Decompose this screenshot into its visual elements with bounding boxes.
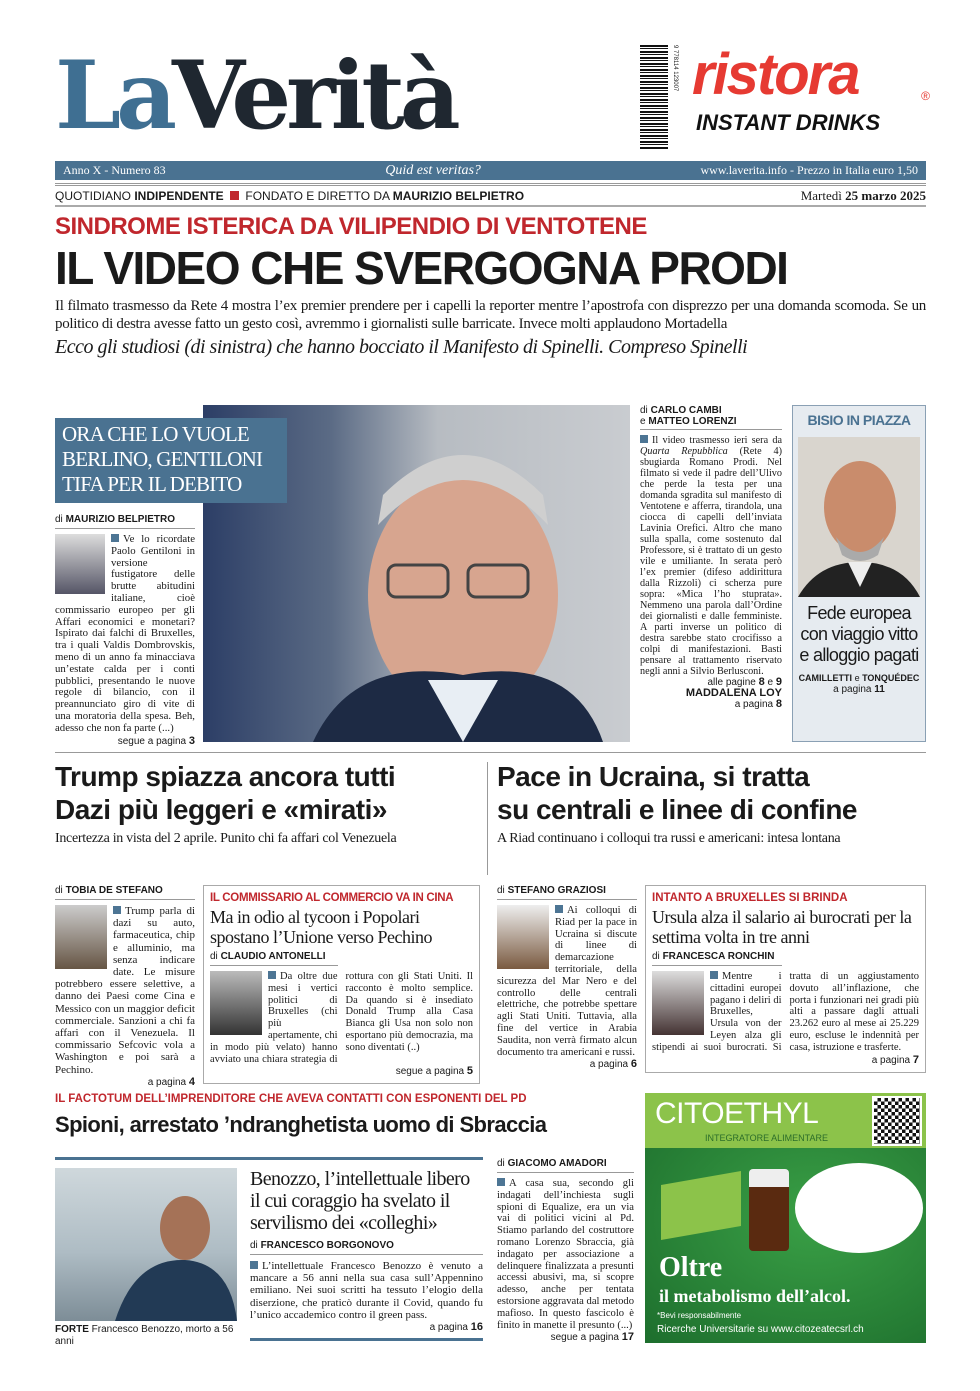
- barcode: [640, 45, 668, 150]
- continue-link[interactable]: a pagina 4: [147, 1075, 195, 1088]
- red-square: [230, 191, 239, 200]
- logo-la: La: [55, 41, 173, 151]
- bullet-icon: [111, 534, 119, 542]
- barcode-digits: 9 778114 123007: [672, 45, 678, 92]
- lead-headline[interactable]: IL VIDEO CHE SVERGOGNA PRODI: [55, 242, 788, 294]
- benozzo-headline[interactable]: Benozzo, l’intellettuale libero il cui coraggio ha svelato il servilismo dei «colleghi»: [250, 1168, 470, 1234]
- continue-link[interactable]: a pagina 16: [429, 1321, 483, 1334]
- issue-number: Anno X - Numero 83: [63, 163, 166, 177]
- editorial-overlay[interactable]: ORA CHE LO VUOLE BERLINO, GENTILONI TIFA PER IL DEBITO: [55, 418, 287, 503]
- spioni-headline[interactable]: Spioni, arrestato ’ndranghetista uomo di Sbraccia: [55, 1112, 547, 1137]
- spioni-article: di GIACOMO AMADORI A casa sua, secondo gli indagati dell’inchiesta sugli spioni di Equalize, era un via vai di politici vicini al Pd. Stiamo parlando del costruttore romano Lorenzo Sbraccia, già indagato per associazione a delinquere finalizzata a presunti accessi abusivi, ma, si scopre adesso, anche per tentata estorsione aggravata dal metodo mafioso. In questo fascicolo è finito in manette il presunto (...) segue a pagina 17: [497, 1158, 634, 1344]
- trump-sub: Incertezza in vista del 2 aprile. Punito chi fa affari col Venezuela: [55, 831, 397, 846]
- qr-code[interactable]: [872, 1096, 922, 1146]
- ristora-ad[interactable]: ristora ® INSTANT DRINKS: [692, 42, 930, 135]
- spioni-kicker: IL FACTOTUM DELL’IMPRENDITORE CHE AVEVA CONTATTI CON ESPONENTI DEL PD: [55, 1093, 527, 1105]
- editorial-article: di MAURIZIO BELPIETRO Ve lo ricordate Paolo Gentiloni in versione fustigatore delle brutte abitudini italiane, cioè commissario europeo per gli Affari economici e monetari? Ispirato dai falchi di Bruxelles, tra i quali Valdis Dombrovskis, meno di un anno fa minacciava un’estate calda per i conti pubblici, presentando le nuove regole di bilancio, con il preannunciato giro di vite di una moratoria della spesa. Beh, adesso che non fa parte (...) segue a pagina 3: [55, 514, 195, 747]
- motto: Quid est veritas?: [385, 163, 481, 178]
- trump-block: [55, 760, 480, 847]
- author-photo: [497, 905, 549, 969]
- lead-block: [55, 213, 926, 360]
- continue-link[interactable]: alle pagine 8 e 9: [707, 676, 782, 688]
- antonelli-photo: [210, 971, 262, 1035]
- continue-link[interactable]: a pagina 6: [589, 1058, 637, 1071]
- prodi-article: di CARLO CAMBI e MATTEO LORENZI Il video trasmesso ieri sera da Quarta Repubblica (Rete 4) sbugiarda Romano Prodi. Nel filmato si vede il padre dell’Ulivo che perde la testa per una domanda sgradita sul manifesto di Ventotene e afferra, tirandola, una ciocca di capelli dell’inviata Lavinia Orefici. Altro che mano sulla spalla, come sostenuto dal Professore, si è trattato di un gesto vile e umiliante. In serata però l’ex premier (difeso addirittura dalla Rizzoli) ci scherza pure sopra: «Mica l’ho stuprata». Nemmeno una parola dall’Ordine dei giornalisti e dalle femministe. A parti inverse un politico di destra sarebbe stato crocifisso a colpi di manifestazioni. Basti pensare al trattamento riservato negli anni a Silvio Berlusconi. alle pagine 8 e 9 MADDALENA LOY a pagina 8: [640, 405, 782, 710]
- continue-link[interactable]: segue a pagina 5: [395, 1065, 473, 1078]
- lead-italic: Ecco gli studiosi (di sinistra) che hanno bocciato il Manifesto di Spinelli. Compreso Spinelli: [55, 336, 748, 358]
- lead-deck: Il filmato trasmesso da Rete 4 mostra l’ex premier prendere per i capelli la reporter mentre l’apostrofa con disprezzo per una domanda scomoda. Se un politico di destra avesse fatto un gesto così, avremmo i giornalisti sulle barricate. Invece molti applaudono Mortadella: [55, 298, 926, 332]
- benozzo-photo[interactable]: [55, 1168, 237, 1321]
- benozzo-article: Benozzo, l’intellettuale libero il cui coraggio ha svelato il servilismo dei «colleghi» di FRANCESCO BORGONOVO L’intellettuale Francesco Benozzo è venuto a mancare a 56 anni nella sua casa sull’Appennino emiliano. Nei suoi scritti ha tessuto l’elogio della diserzione, che praticò durante il Covid, quando fu l’unico accademico contro il green pass. a pagina 16: [250, 1168, 483, 1341]
- info-bar: [55, 161, 926, 180]
- author[interactable]: MAURIZIO BELPIETRO: [65, 514, 176, 525]
- belpietro-photo: [55, 534, 105, 594]
- author-photo: [55, 905, 107, 969]
- ursula-box[interactable]: INTANTO A BRUXELLES SI BRINDA Ursula alza il salario ai burocrati per la settima volta in tre anni di FRANCESCA RONCHIN Mentre i cittadini europei pagano i deliri di Bruxelles, Ursula von der Leyen alza gli stipendi ai suoi burocrati. Si tratta di un aggiustamento dovuto all’inflazione, che porta i funzionari nei gradi più alti a passare dagli attuali 23.262 euro al mese ai 25.229 euro, escluse le indennità per casa, istruzione e trasferte. a pagina 7: [645, 885, 926, 1073]
- pace-headline[interactable]: Pace in Ucraina, si tratta su centrali e linee di confine: [497, 761, 857, 825]
- bisio-photo: [798, 437, 920, 597]
- continue-link[interactable]: segue a pagina 17: [550, 1331, 634, 1344]
- continue-link[interactable]: a pagina 8: [734, 698, 782, 710]
- photo-caption: FORTE Francesco Benozzo, morto a 56 anni: [55, 1324, 234, 1347]
- date: Martedì 25 marzo 2025: [800, 188, 926, 203]
- ronchin-photo: [652, 971, 704, 1035]
- bisio-box[interactable]: BISIO IN PIAZZA Fede europea con viaggio vitto e alloggio pagati CAMILLETTI e TONQUÉDEC a pagina 11: [792, 405, 926, 742]
- website-price[interactable]: www.laverita.info - Prezzo in Italia euro 1,50: [700, 163, 918, 177]
- lead-kicker[interactable]: SINDROME ISTERICA DA VILIPENDIO DI VENTOTENE: [55, 213, 647, 240]
- continue-link[interactable]: a pagina 7: [871, 1053, 919, 1066]
- pace-sub: A Riad continuano i colloqui tra russi e americani: intesa lontana: [497, 831, 841, 846]
- logo-verita: Verità: [172, 41, 456, 151]
- wine-glasses: [795, 1163, 923, 1253]
- citoethyl-ad[interactable]: CITOETHYL INTEGRATORE ALIMENTARE Oltre il metabolismo dell’alcol. *Bevi responsabilmente Ricerche Universitarie su www.citozeatecsrl.ch: [645, 1093, 926, 1343]
- cina-box[interactable]: IL COMMISSARIO AL COMMERCIO VA IN CINA Ma in odio al tycoon i Popolari spostano l’Unione verso Pechino di CLAUDIO ANTONELLI Da oltre due mesi i vertici politici di Bruxelles (chi più apertamente, chi in modo più velato) hanno avviato una chiara strategia di rottura con gli Stati Uniti. Il racconto è molto semplice. Da quando si è insediato Donald Trump alla Casa Bianca gli Usa non solo non esportano più democrazia, ma sono diventati (..) segue a pagina 5: [203, 885, 480, 1084]
- masthead-logo[interactable]: [55, 41, 625, 151]
- pace-block: [497, 760, 926, 847]
- continue-link[interactable]: segue a pagina 3: [117, 734, 195, 747]
- spioni-header: [55, 1092, 640, 1140]
- trump-headline[interactable]: Trump spiazza ancora tutti Dazi più leggeri e «mirati»: [55, 761, 396, 825]
- product-box: [661, 1171, 741, 1240]
- pace-article: di STEFANO GRAZIOSI Ai colloqui di Riad per la pace in Ucraina si discute di linee di demarcazione territoriale, della sicurezza del Mar Nero e del controllo delle centrali elettriche, che potrebbe spettare agli Stati Uniti. Tuttavia, alla fine del vertice in Arabia Saudita, non verrà firmato alcun documento tra americani e russi. a pagina 6: [497, 885, 637, 1071]
- product-bottle: [749, 1169, 789, 1251]
- subline: QUOTIDIANO INDIPENDENTE FONDATO E DIRETTO DA MAURIZIO BELPIETRO Martedì 25 marzo 2025: [55, 188, 926, 203]
- trump-article: di TOBIA DE STEFANO Trump parla di dazi su auto, farmaceutica, chip e alluminio, ma senza indicare date. Le misure potrebbero essere selettive, a danno dei Paesi come Cina e Messico con un maggior deficit commerciale. Sanzioni a chi fa affari con il Venezuela. Il commissario Sefcovic vola a Washington e poi sarà a Pechino. a pagina 4: [55, 885, 195, 1088]
- bullet-icon: [640, 435, 648, 443]
